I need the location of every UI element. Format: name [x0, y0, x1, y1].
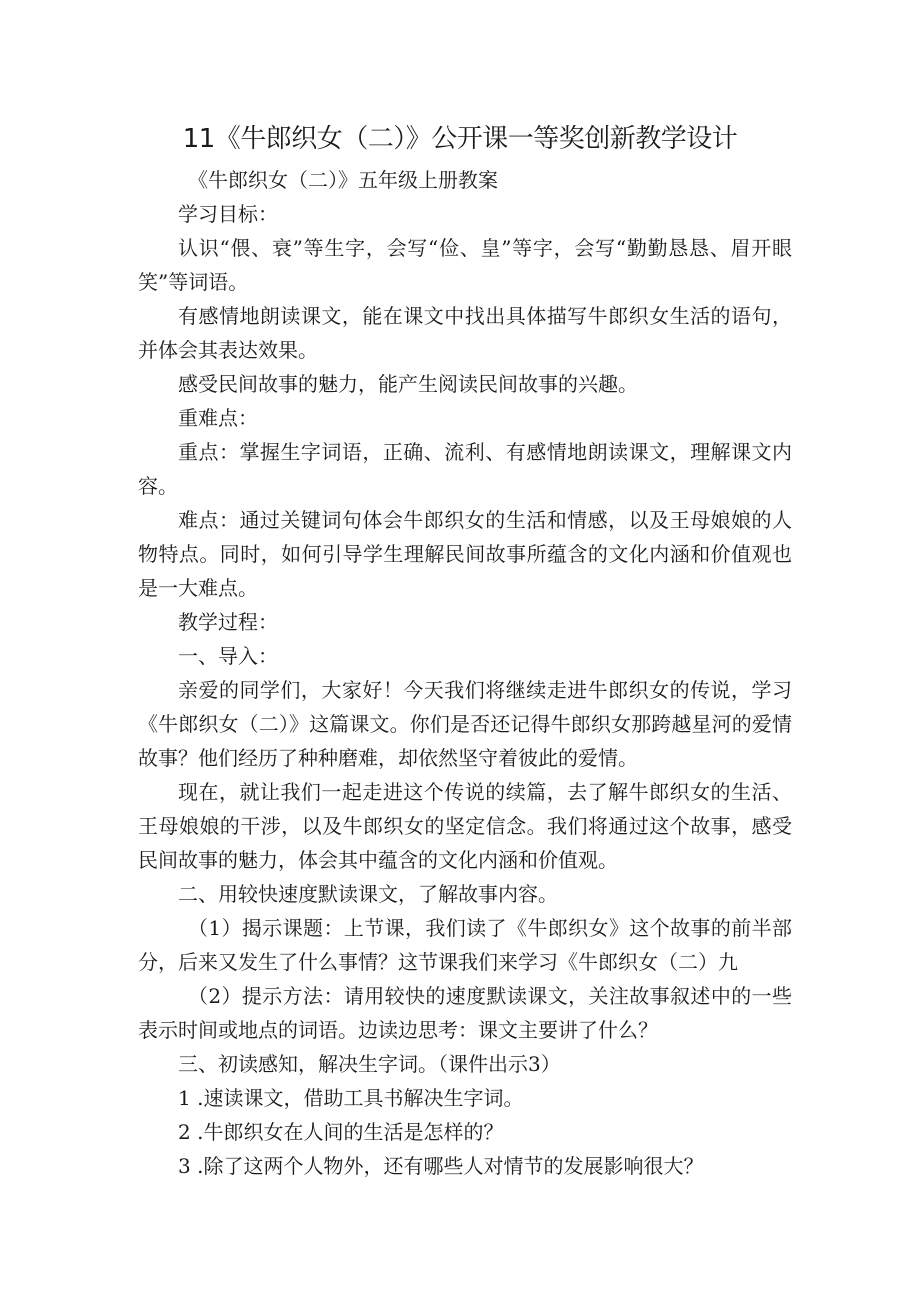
paragraph: 三、初读感知，解决生字词。（课件出示3）	[178, 1052, 561, 1076]
document-body	[138, 163, 792, 1183]
list-item: 2 .牛郎织女在人间的生活是怎样的？	[178, 1120, 504, 1144]
paragraph: 重点：掌握生字词语，正确、流利、有感情地朗读课文，理解课文内容。	[138, 440, 792, 498]
paragraph: （2）提示方法：请用较快的速度默读课文，关注故事叙述中的一些表示时间或地点的词语。边读边思考：课文主要讲了什么？	[138, 984, 792, 1042]
paragraph: 难点：通过关键词句体会牛郎织女的生活和情感，以及王母娘娘的人物特点。同时，如何引导学生理解民间故事所蕴含的文化内涵和价值观也是一大难点。	[138, 508, 792, 600]
paragraph: 学习目标：	[178, 202, 278, 226]
paragraph: 亲爱的同学们，大家好！今天我们将继续走进牛郎织女的传说，学习《牛郎织女（二）》这篇课文。你们是否还记得牛郎织女那跨越星河的爱情故事？他们经历了种种磨难，却依然坚守着彼此的爱情。	[138, 678, 792, 770]
paragraph: 感受民间故事的魅力，能产生阅读民间故事的兴趣。	[178, 372, 638, 396]
paragraph: 有感情地朗读课文，能在课文中找出具体描写牛郎织女生活的语句，并体会其表达效果。	[138, 304, 792, 362]
paragraph: 重难点：	[178, 406, 258, 430]
paragraph: 认识“偎、衰”等生字，会写“俭、皇”等字，会写“勤勤恳恳、眉开眼笑”等词语。	[138, 236, 792, 294]
paragraph: 现在，就让我们一起走进这个传说的续篇，去了解牛郎织女的生活、王母娘娘的干涉，以及牛郎织女的坚定信念。我们将通过这个故事，感受民间故事的魅力，体会其中蕴含的文化内涵和价值观。	[138, 780, 792, 872]
subtitle: 《牛郎织女（二）》五年级上册教案	[188, 168, 498, 192]
paragraph: 教学过程：	[178, 610, 278, 634]
document-title: 11《牛郎织女（二）》公开课一等奖创新教学设计	[182, 124, 738, 154]
list-item: 3 .除了这两个人物外，还有哪些人对情节的发展影响很大？	[178, 1154, 704, 1178]
paragraph: 二、用较快速度默读课文，了解故事内容。	[178, 882, 558, 906]
list-item: 1 .速读课文，借助工具书解决生字词。	[178, 1086, 524, 1110]
paragraph: 一、导入：	[178, 644, 278, 668]
paragraph: （1）揭示课题：上节课，我们读了《牛郎织女》这个故事的前半部分，后来又发生了什么事情？这节课我们来学习《牛郎织女（二）九	[138, 916, 792, 974]
